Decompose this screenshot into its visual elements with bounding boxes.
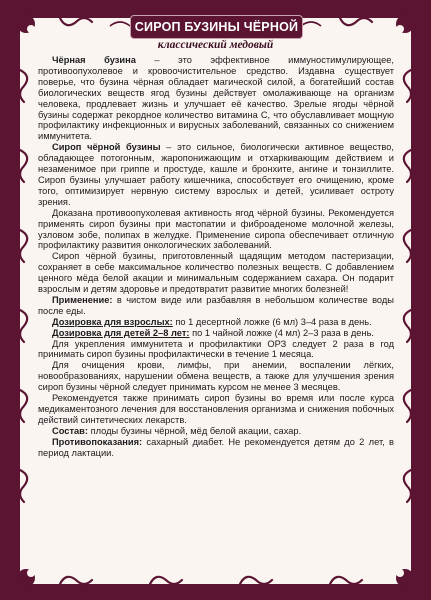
paragraph [38, 142, 394, 207]
paragraph [38, 208, 394, 252]
paragraph-body: по 1 десертной ложке (6 мл) 3–4 раза в день. [172, 316, 372, 327]
paragraph [38, 55, 394, 142]
paragraph [38, 426, 394, 437]
paragraph [38, 251, 394, 295]
paragraph-body: плоды бузины чёрной, мёд белой акации, сахар. [87, 425, 302, 436]
paragraph-body: – это сильное, биологически активное вещество, обладающее потогонным, жаропонижающим и отхаркивающим действием и незаменимое при гриппе и простуде, кашле и бронхите, ангине и тонзиллите. Сироп бузины улучшает работу кишечника, способствует его очищению, кроме того, оптимизирует нервную систему взрослых и детей, усиливает остроту зрения. [38, 142, 394, 207]
description-text [38, 55, 394, 459]
paragraph-body: Для очищения крови, лимфы, при анемии, воспалении лёгких, новообразованиях, нарушении обмена веществ, а также для улучшения зрения сироп бузины чёрной следует принимать курсом не менее 3 месяцев. [38, 360, 394, 393]
paragraph-heading: Дозировка для взрослых: [52, 316, 173, 327]
product-subtitle: классический медовый [157, 39, 274, 51]
paragraph-body: – это эффективное иммуностимулирующее, противоопухолевое и кровоочистительное средство. Издавна существует поверье, что бузина чёрная обладает магической силой, а богатейший состав биологических веществ ягод бузины действует омолаживающе на организм человека, продлевает жизнь и улучшает её качество. Зрелые ягоды чёрной бузины содержат рекордное количество витамина С, что обуславливает мощную профилактику инфекционных и вирусных заболеваний, связанных со снижением иммунитета. [38, 55, 395, 142]
paragraph-heading: Дозировка для детей 2–8 лет: [52, 327, 190, 338]
paragraph [38, 393, 394, 426]
product-title: СИРОП БУЗИНЫ ЧЁРНОЙ [134, 20, 299, 34]
paragraph [38, 339, 394, 361]
paragraph [38, 317, 394, 328]
paragraph-body: Рекомендуется также принимать сироп бузины во время или после курса медикаментозного лечения для восстановления организма и снижения побочных действий синтетических лекарств. [38, 393, 394, 425]
paragraph [38, 437, 394, 459]
paragraph-body: по 1 чайной ложке (4 мл) 2–3 раза в день. [189, 327, 375, 338]
paragraph-heading: Состав: [52, 425, 88, 436]
paragraph-body: сахарный диабет. Не рекомендуется детям до 2 лет, в период лактации. [38, 436, 394, 458]
paragraph [38, 295, 394, 317]
paragraph-heading: Чёрная бузина [52, 55, 136, 65]
paragraph [38, 360, 394, 393]
paragraph-heading: Применение: [52, 294, 113, 305]
paragraph-body: Для укрепления иммунитета и профилактики ОРЗ следует 2 раза в год принимать сироп бузины профилактически в течение 1 месяца. [38, 338, 394, 360]
paragraph [38, 328, 394, 339]
paragraph-body: в чистом виде или разбавляя в небольшом количестве воды после еды. [38, 294, 394, 316]
paragraph-heading: Противопоказания: [52, 436, 143, 447]
paragraph-heading: Сироп чёрной бузины [52, 142, 161, 153]
paragraph-body: Сироп чёрной бузины, приготовленный щадящим методом пастеризации, сохраняет в себе максимальное количество полезных веществ. С добавлением ценного мёда белой акации и минимальным содержанием сахара. Он подарит взрослым и детям здоровье и предотвратит развитие многих болезней! [38, 251, 394, 295]
title-banner [130, 15, 303, 39]
paragraph-body: Доказана противоопухолевая активность ягод чёрной бузины. Рекомендуется применять сироп бузины при мастопатии и фиброаденоме молочной железы, узловом зобе, полипах в желудке. Применение сиропа обеспечивает отличную профилактику развития онкологических заболеваний. [38, 207, 394, 251]
